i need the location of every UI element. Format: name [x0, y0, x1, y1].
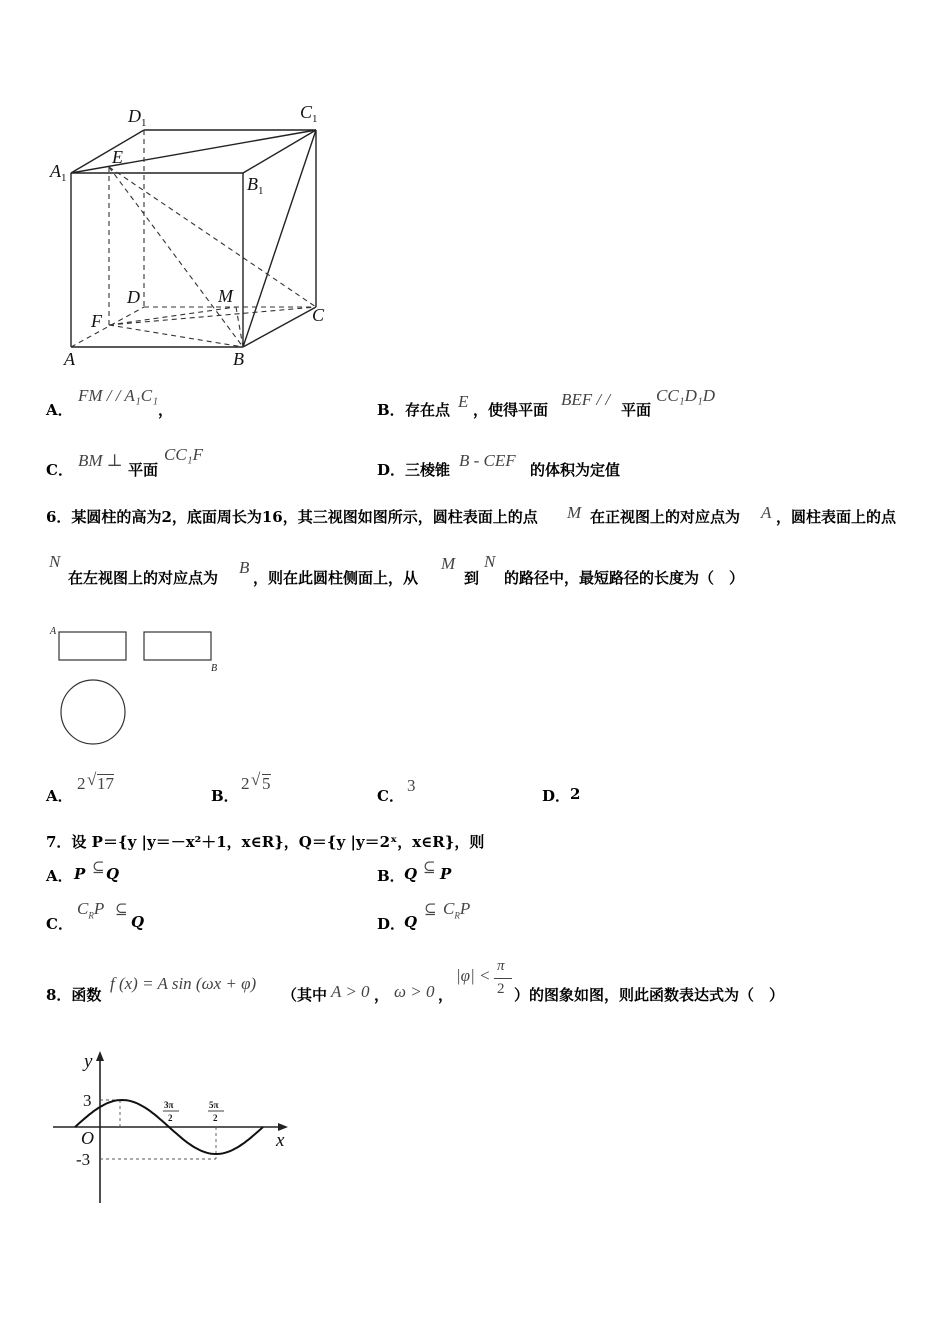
q6-option-b-sqrt-icon: √: [251, 770, 261, 789]
q5-option-d-label[interactable]: D．: [377, 461, 406, 479]
q6-line2-text3: 到: [464, 569, 480, 587]
q6-option-a-label[interactable]: A．: [46, 787, 73, 805]
y-axis-arrow-icon: [96, 1051, 104, 1061]
q8-cond-omega: ω > 0: [394, 982, 435, 1001]
side-view-rect: [144, 632, 211, 660]
q5-option-c-label[interactable]: C．: [46, 461, 73, 479]
label-A1: $A_1$: [50, 161, 67, 184]
q5-option-d-expr: B - CEF: [459, 451, 516, 470]
q6-option-d-value: 2: [570, 785, 581, 803]
q6-option-a-coef: 2: [77, 774, 86, 793]
q7-option-c-subset-icon: ⊆: [115, 902, 128, 918]
q7-stem: 7．设 P＝{y |y＝－x²＋1，x∈R}，Q＝{y |y＝2ˣ，x∈R}，则: [46, 833, 485, 851]
q7-option-a-left: P: [74, 865, 86, 883]
q6-line2-text1: 在左视图上的对应点为: [68, 569, 219, 587]
graph-tick2-num: 5π: [209, 1100, 219, 1110]
label-C: C: [312, 305, 325, 325]
q7-option-c-right: Q: [131, 913, 145, 931]
label-D1: $D_1$: [128, 106, 147, 129]
q6-line2-b: B: [239, 558, 250, 577]
q8-comma2: ，: [438, 986, 454, 1004]
label-A: A: [64, 349, 75, 369]
q5-option-b-label[interactable]: B．: [377, 401, 405, 419]
q7-option-b-subset-icon: ⊆: [423, 860, 436, 876]
q8-text2: （其中: [282, 986, 328, 1004]
q6-option-a-radicand: 17: [97, 774, 114, 793]
q5-option-d-text2: 的体积为定值: [530, 461, 621, 479]
q6-option-b-coef: 2: [241, 774, 250, 793]
q5-option-d-text1: 三棱锥: [405, 461, 451, 479]
cube-figure: [40, 95, 350, 375]
graph-y-neg-label: -3: [76, 1150, 91, 1169]
graph-y-label: y: [84, 1051, 93, 1072]
q5-option-b-e: E: [458, 392, 469, 411]
label-D: D: [127, 287, 140, 307]
q5-option-b-plane: CC₁D₁D: [656, 386, 716, 405]
label-B1: $B_1$: [247, 174, 264, 197]
q6-line2-m: M: [441, 554, 456, 573]
view-label-a: A: [50, 626, 57, 637]
q6-line2-text2: ，则在此圆柱侧面上，从: [253, 569, 419, 587]
graph-tick1-num: 3π: [164, 1100, 174, 1110]
label-B: B: [233, 349, 244, 369]
q5-option-a-label[interactable]: A．: [46, 401, 73, 419]
q7-option-a-subset-icon: ⊆: [92, 860, 105, 876]
q8-comma1: ，: [374, 986, 390, 1004]
q6-line1-a: A: [761, 503, 772, 522]
q8-cond-phi: |φ| <: [456, 966, 491, 985]
q8-function: f (x) = A sin (ωx + φ): [110, 974, 257, 993]
q7-option-c-complement: $C_RP$: [77, 899, 105, 921]
q6-line2-text4: 的路径中，最短路径的长度为（ ）: [504, 569, 745, 587]
q7-option-d-label[interactable]: D．: [377, 915, 406, 933]
graph-origin-label: O: [81, 1128, 94, 1148]
q6-option-a-sqrt-icon: √: [87, 770, 97, 789]
q5-option-c-bm: BM ⊥: [78, 451, 123, 470]
q7-option-b-right: P: [440, 865, 452, 883]
label-M: M: [218, 286, 233, 306]
q7-option-a-label[interactable]: A．: [46, 867, 73, 885]
q5-option-b-text1: 存在点: [405, 401, 451, 419]
q7-option-d-subset-icon: ⊆: [424, 902, 437, 918]
q8-text3: ）的图象如图，则此函数表达式为（ ）: [514, 986, 785, 1004]
q6-line2-n: N: [49, 552, 61, 571]
graph-y-pos-label: 3: [83, 1091, 92, 1110]
q7-option-b-label[interactable]: B．: [377, 867, 405, 885]
q5-option-c-plane: CC₁F: [164, 445, 203, 464]
q7-option-a-right: Q: [106, 865, 120, 883]
label-E: E: [112, 147, 123, 167]
q5-option-b-text3: 平面: [621, 401, 652, 419]
q6-line1-text2: 在正视图上的对应点为: [590, 508, 741, 526]
q5-option-b-bef: BEF / /: [561, 390, 611, 409]
q8-text1: 8．函数: [46, 986, 102, 1004]
q6-line1-m: M: [567, 503, 582, 522]
q5-option-a-expr: FM / / A₁C₁: [78, 386, 158, 405]
q7-option-b-left: Q: [404, 865, 418, 883]
q8-cond-phi-num: π: [497, 958, 505, 974]
q6-line2-n2: N: [484, 552, 496, 571]
q5-option-c-text1: 平面: [128, 461, 159, 479]
view-label-b: B: [211, 663, 218, 674]
q5-option-b-text2: ，使得平面: [473, 401, 549, 419]
graph-tick1-den: 2: [168, 1113, 173, 1123]
q8-cond-a: A > 0: [331, 982, 370, 1001]
q8-cond-phi-den: 2: [497, 981, 505, 997]
graph-x-label: x: [276, 1130, 285, 1151]
q8-fraction-bar: [494, 978, 512, 979]
q7-option-d-left: Q: [404, 913, 418, 931]
q7-option-d-complement: $C_RP$: [443, 899, 471, 921]
graph-tick2-den: 2: [213, 1113, 218, 1123]
label-F: F: [91, 311, 102, 331]
sine-graph: [48, 1045, 298, 1210]
q6-line1-text1: 6．某圆柱的高为2，底面周长为16，其三视图如图所示，圆柱表面上的点: [46, 508, 538, 526]
q6-option-d-label[interactable]: D．: [542, 787, 571, 805]
three-view-figure: [45, 620, 235, 750]
q6-option-b-label[interactable]: B．: [211, 787, 239, 805]
q5-option-a-tail: ，: [158, 401, 174, 419]
q6-line1-text3: ，圆柱表面上的点: [776, 508, 897, 526]
q6-option-b-radicand: 5: [262, 774, 271, 793]
top-view-circle: [61, 680, 125, 744]
q7-option-c-label[interactable]: C．: [46, 915, 73, 933]
q6-option-c-value: 3: [407, 776, 416, 795]
label-C1: $C_1$: [300, 102, 318, 125]
front-view-rect: [59, 632, 126, 660]
q6-option-c-label[interactable]: C．: [377, 787, 404, 805]
